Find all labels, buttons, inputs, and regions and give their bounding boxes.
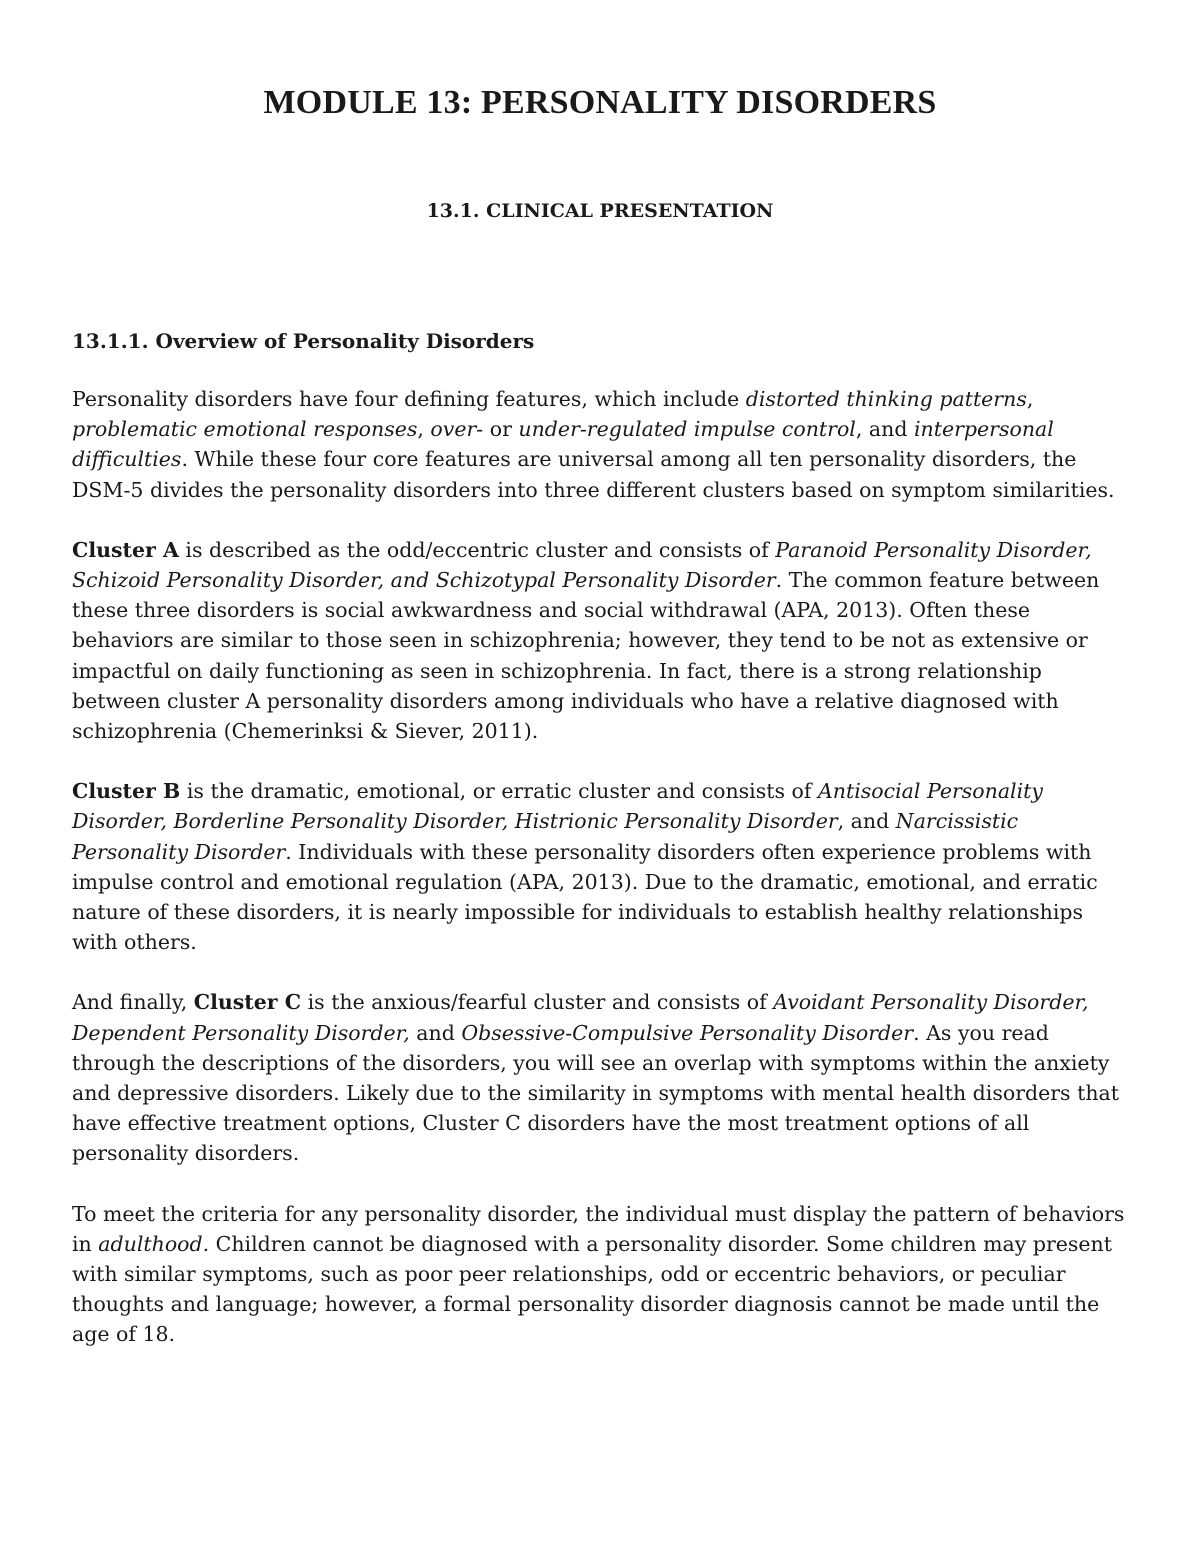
text-run: To meet the criteria for any personality disorder, the individual must display the pattern of behaviors in [72, 1201, 1125, 1256]
emphasis-run: adulthood. [98, 1231, 210, 1256]
text-run: . While these four core features are universal among all ten personality disorders, the DSM-5 divides the personality disorders into three different clusters based on symptom similarities. [72, 447, 1115, 502]
paragraph-criteria [72, 1199, 1132, 1350]
text-run: Personality disorders have four defining features, which include [72, 387, 746, 411]
emphasis-run: problematic emotional responses [72, 417, 418, 442]
text-run: or [483, 417, 519, 442]
text-run: is described as the odd/eccentric cluster and consists of [178, 537, 776, 562]
paragraph-cluster-c [72, 987, 1132, 1168]
emphasis-run: under-regulated impulse control [518, 417, 856, 442]
bold-run: Cluster C [193, 990, 302, 1015]
paragraph-cluster-a [72, 535, 1132, 746]
emphasis-run: Paranoid Personality Disorder, Schizoid Personality Disorder, and Schizotypal Personality Disorder [72, 537, 1092, 593]
emphasis-run: Antisocial Personality Disorder, Borderline Personality Disorder, Histrionic Personality Disorder [72, 779, 1043, 834]
text-run: And finally, [72, 990, 194, 1015]
text-run: Children cannot be diagnosed with a personality disorder. Some children may present with similar symptoms, such as poor peer relationships, odd or eccentric behaviors, or peculiar thoughts and language; however, a formal personality disorder diagnosis cannot be made until the age of 18. [72, 1231, 1112, 1347]
paragraph-cluster-b [72, 776, 1132, 957]
page-title: MODULE 13: PERSONALITY DISORDERS [263, 84, 937, 121]
bold-run: Cluster A [72, 537, 179, 562]
emphasis-run: Obsessive-Compulsive Personality Disorder [461, 1020, 914, 1045]
emphasis-run: Narcissistic Personality Disorder [72, 809, 1019, 864]
bold-run: Cluster B [72, 779, 181, 804]
text-run: is the anxious/fearful cluster and consists of [301, 990, 774, 1015]
text-run: , [417, 417, 431, 442]
emphasis-run: distorted thinking patterns [745, 387, 1027, 411]
text-run: and [409, 1020, 462, 1045]
text-run: . Individuals with these personality disorders often experience problems with impulse control and emotional regulation (APA, 2013). Due to the dramatic, emotional, and erratic nature of these disorders, it is nearly impossible for individuals to establish healthy relationships with others. [72, 839, 1098, 955]
text-run: is the dramatic, emotional, or erratic cluster and consists of [180, 779, 818, 804]
text-run: , [1026, 387, 1034, 411]
document-body [72, 326, 1132, 1380]
emphasis-run: Avoidant Personality Disorder, Dependent Personality Disorder, [72, 990, 1089, 1045]
text-run: , and [837, 809, 896, 834]
text-run: , and [855, 417, 914, 442]
section-heading: 13.1.1. Overview of Personality Disorders [72, 329, 535, 353]
emphasis-run: over- [430, 417, 484, 442]
text-run: . The common feature between these three disorders is social awkwardness and social withdrawal (APA, 2013). Often these behaviors are similar to those seen in schizophrenia; however, they tend to be not as extensive or impactful on daily functioning as seen in schizophrenia. In fact, there is a strong relationship between cluster A personality disorders among individuals who have a relative diagnosed with schizophrenia (Chemerinksi & Siever, 2011). [72, 568, 1100, 744]
section-subtitle: 13.1. CLINICAL PRESENTATION [426, 200, 774, 222]
text-run: . As you read through the descriptions of the disorders, you will see an overlap with symptoms within the anxiety and depressive disorders. Likely due to the similarity in symptoms with mental health disorders that have effective treatment options, Cluster C disorders have the most treatment options of all personality disorders. [72, 1020, 1119, 1166]
paragraph-defining-features [72, 384, 1132, 505]
emphasis-run: interpersonal difficulties [72, 417, 1054, 472]
